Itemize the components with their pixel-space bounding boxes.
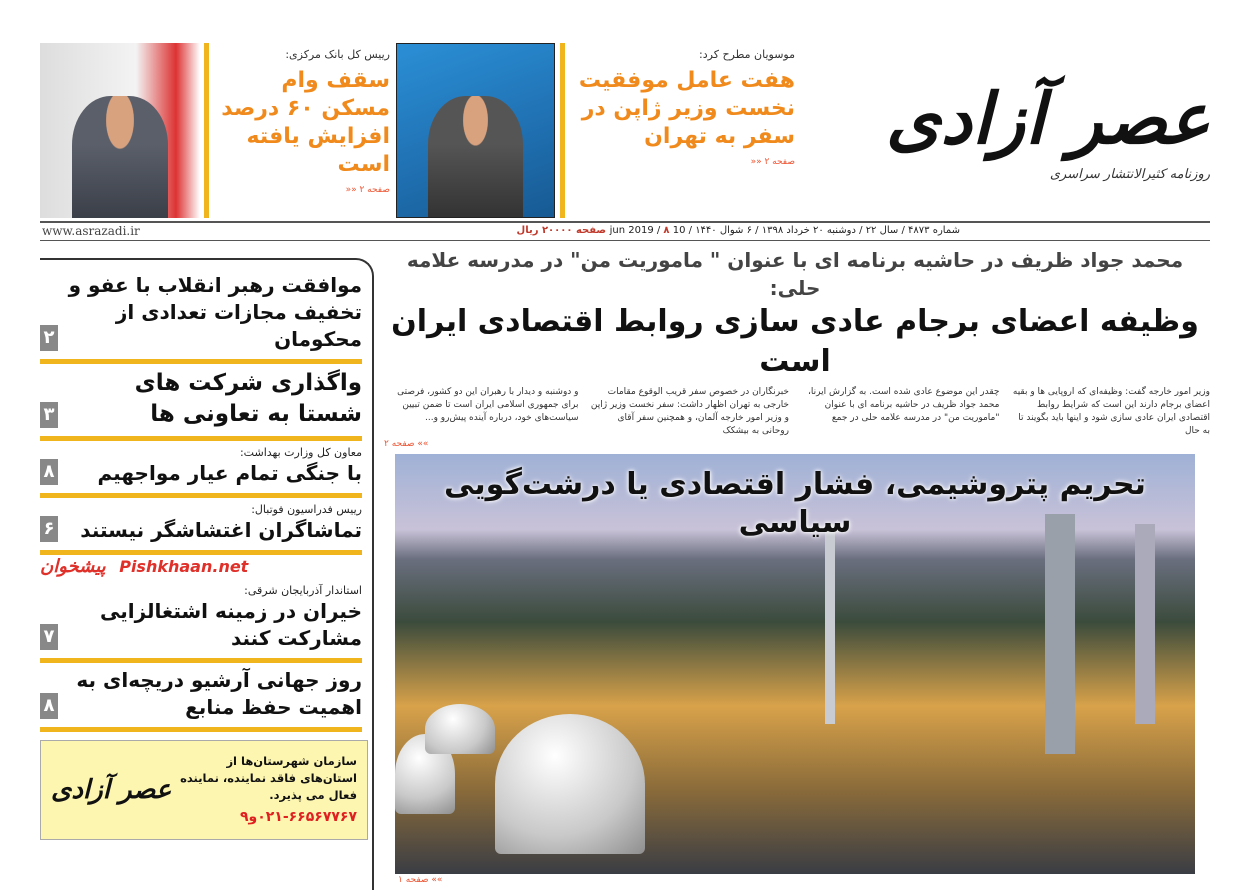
page-label: صفحه ۲ [384,439,415,449]
teaser-housing-loan[interactable] [212,48,390,195]
sidebar-item[interactable] [40,441,362,498]
teaser-page-ref [570,157,795,167]
header-rule-bottom [40,240,1210,241]
teaser-page-ref [212,185,390,195]
header-rule [40,221,1210,223]
masthead-logo [810,40,1210,218]
issue-info: شماره ۴۸۷۳ / سال ۲۲ / دوشنبه ۲۰ خرداد ۱۳۹۸ / ۶ شوال ۱۴۴۰ / 10 jun 2019 / [609,225,960,236]
masthead-title: عصر آزادی [885,77,1210,160]
teaser-kicker: موسویان مطرح کرد: [699,48,795,61]
lead-page-ref[interactable] [384,438,1210,450]
teaser-divider [560,43,565,218]
lead-story [380,246,1210,886]
sidebar-item[interactable] [40,268,362,364]
photo-headline[interactable]: تحریم پتروشیمی، فشار اقتصادی یا درشت‌گویی سیاسی [444,467,1146,540]
page-number-badge: ۲ [40,325,58,351]
page-number-badge: ۸ [40,693,58,719]
arrow-icon: «« [431,875,443,885]
sidebar-headline: روز جهانی آرشیو دریچه‌ای به اهمیت حفظ منابع [76,668,362,719]
page-number-badge: ۸ [40,459,58,485]
sidebar-kicker: معاون کل وزارت بهداشت: [239,446,362,459]
photo-page-ref[interactable] [398,874,1210,886]
teaser-japan-pm[interactable] [570,48,795,167]
sidebar-item[interactable] [40,498,362,555]
sidebar-item[interactable] [40,364,362,441]
sidebar-item[interactable] [40,663,362,732]
lead-body-col: چقدر این موضوع عادی شده است. به گزارش ایرنا، محمد جواد ظریف در حاشیه برنامه ای با عنوان "ماموریت من" در مدرسه علامه حلی در جمع [808,387,1000,423]
page-label: صفحه ۲ [764,157,795,167]
watermark-url: Pishkhaan.net [119,557,249,576]
masthead-tagline: روزنامه کثیرالانتشار سراسری [1049,166,1210,182]
page-number-badge: ۷ [40,624,58,650]
sidebar-headline: موافقت رهبر انقلاب با عفو و تخفیف مجازات تعدادی از محکومان [68,273,362,351]
sidebar-headline: واگذاری شرکت های شستا به تعاونی ها [134,370,362,427]
lead-body [380,386,1210,438]
lead-body-col: و دوشنبه و دیدار با رهبران این دو کشور، فرصتی برای جمهوری اسلامی ایران است تا ضمن تبیین سیاست‌های خود، درباره آینده پیش‌رو و... [397,387,579,423]
sidebar-headline: خیران در زمینه اشتغالزایی مشارکت کنند [99,599,362,650]
sidebar-kicker: رییس فدراسیون فوتبال: [251,503,362,516]
ad-logo: عصر آزادی [51,775,172,805]
page-label: صفحه ۲ [359,185,390,195]
ad-phone: ۰۲۱-۶۶۵۶۷۷۶۷و۹ [239,809,357,825]
teaser-photo-mousavian [396,43,555,218]
page-number-badge: ۶ [40,516,58,542]
watermark-script: پیشخوان [40,556,106,577]
lead-body-col: وزیر امور خارجه گفت: وظیفه‌ای که اروپایی ها و بقیه اعضای برجام دارند این است که شرایط روابط اقتصادی ایران عادی سازی شود و اینها باید بگویند تا به حال [1012,387,1210,436]
price: ۸ صفحه ۲۰۰۰۰ ریال [516,225,670,236]
arrow-icon: «« [417,439,429,449]
lead-headline[interactable]: وظیفه اعضای برجام عادی سازی روابط اقتصادی ایران است [391,304,1199,379]
sidebar-headline: با جنگی تمام عیار مواجهیم [97,461,362,485]
sidebar-kicker: استاندار آذربایجان شرقی: [244,584,362,597]
ad-box[interactable] [40,740,368,840]
lead-subhead: محمد جواد ظریف در حاشیه برنامه ای با عنوان " ماموریت من" در مدرسه علامه حلی: [406,248,1184,300]
arrow-icon: «« [750,157,762,167]
teaser-kicker: رییس کل بانک مرکزی: [285,48,390,61]
watermark [40,555,362,579]
teaser-headline: سقف وام مسکن ۶۰ درصد افزایش یافته است [221,68,390,177]
sidebar-headline: تماشاگران اغتشاشگر نیستند [80,518,362,542]
sidebar-item[interactable] [40,579,362,663]
petrochemical-photo [395,454,1195,874]
page-number-badge: ۳ [40,402,58,428]
teaser-headline: هفت عامل موفقیت نخست وزیر ژاپن در سفر به تهران [578,68,795,149]
page-label: صفحه ۱ [398,875,429,885]
teaser-divider [204,43,209,218]
lead-body-col: خبرنگاران در خصوص سفر قریب الوقوع مقامات خارجی به تهران اظهار داشت: سفر نخست وزیر ژاپن و وزیر امور خارجه آلمان، و همچنین سفر آقای روحانی به بیشکک [590,387,789,436]
dateline [360,225,960,236]
website[interactable]: www.asrazadi.ir [42,224,140,238]
arrow-icon: «« [345,185,357,195]
ad-text: سازمان شهرستان‌ها از استان‌های فاقد نماینده، نماینده فعال می پذیرد. [180,754,357,802]
sidebar-news [40,258,374,890]
teaser-photo-hemmati [40,43,200,218]
